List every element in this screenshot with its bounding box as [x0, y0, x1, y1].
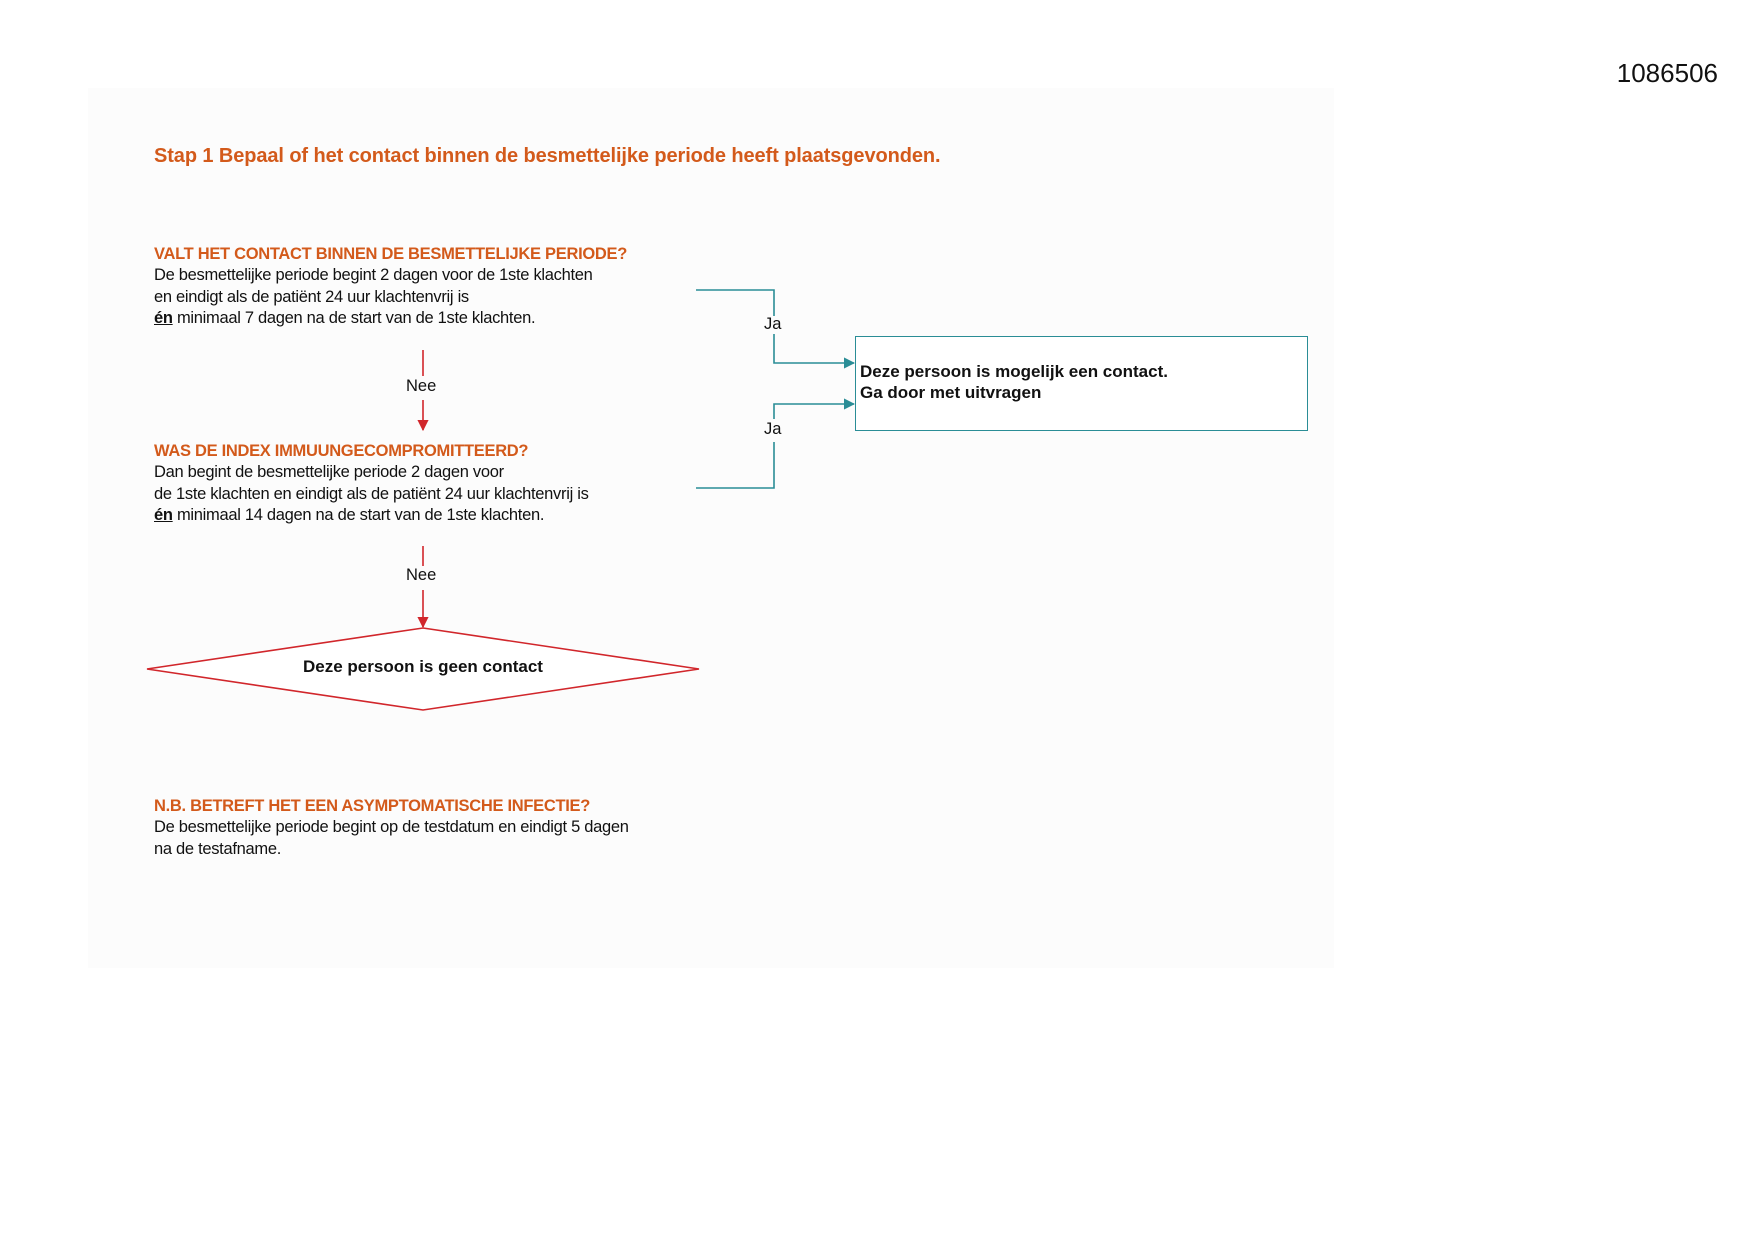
question-1-line: en eindigt als de patiënt 24 uur klachtenvrij is — [154, 287, 469, 306]
question-1-heading: VALT HET CONTACT BINNEN DE BESMETTELIJKE PERIODE? — [154, 245, 627, 263]
step-title: Stap 1 Bepaal of het contact binnen de besmettelijke periode heeft plaatsgevonden. — [154, 145, 941, 167]
emphasis-en: én — [154, 309, 173, 327]
question-2-line: de 1ste klachten en eindigt als de patiënt 24 uur klachtenvrij is — [154, 484, 589, 503]
yes-connector-1-top — [696, 290, 774, 316]
question-1-line-rest: minimaal 7 dagen na de start van de 1ste klachten. — [172, 309, 536, 327]
no-label-2: Nee — [406, 566, 437, 584]
question-2-heading: WAS DE INDEX IMMUUNGECOMPROMITTEERD? — [154, 442, 529, 460]
emphasis-en: én — [154, 506, 173, 524]
no-outcome-text: Deze persoon is geen contact — [303, 657, 543, 676]
yes-connector-2-arrow — [774, 404, 854, 419]
note-line: na de testafname. — [154, 839, 281, 858]
yes-outcome-line-1: Deze persoon is mogelijk een contact. — [860, 362, 1168, 381]
yes-outcome-box — [855, 336, 1308, 431]
document-id: 1086506 — [1616, 58, 1718, 88]
yes-connector-1-arrow — [774, 334, 854, 363]
yes-connector-2-bottom — [696, 442, 774, 488]
question-1-line: De besmettelijke periode begint 2 dagen voor de 1ste klachten — [154, 266, 593, 284]
yes-outcome-line-2: Ga door met uitvragen — [860, 383, 1042, 402]
note-line: De besmettelijke periode begint op de testdatum en eindigt 5 dagen — [154, 818, 629, 836]
note-heading: N.B. BETREFT HET EEN ASYMPTOMATISCHE INFECTIE? — [154, 797, 590, 815]
question-2-line-rest: minimaal 14 dagen na de start van de 1ste klachten. — [172, 506, 545, 524]
yes-label-1: Ja — [764, 315, 782, 333]
question-2-line: Dan begint de besmettelijke periode 2 dagen voor — [154, 463, 504, 481]
yes-label-2: Ja — [764, 420, 782, 438]
no-label-1: Nee — [406, 377, 437, 395]
